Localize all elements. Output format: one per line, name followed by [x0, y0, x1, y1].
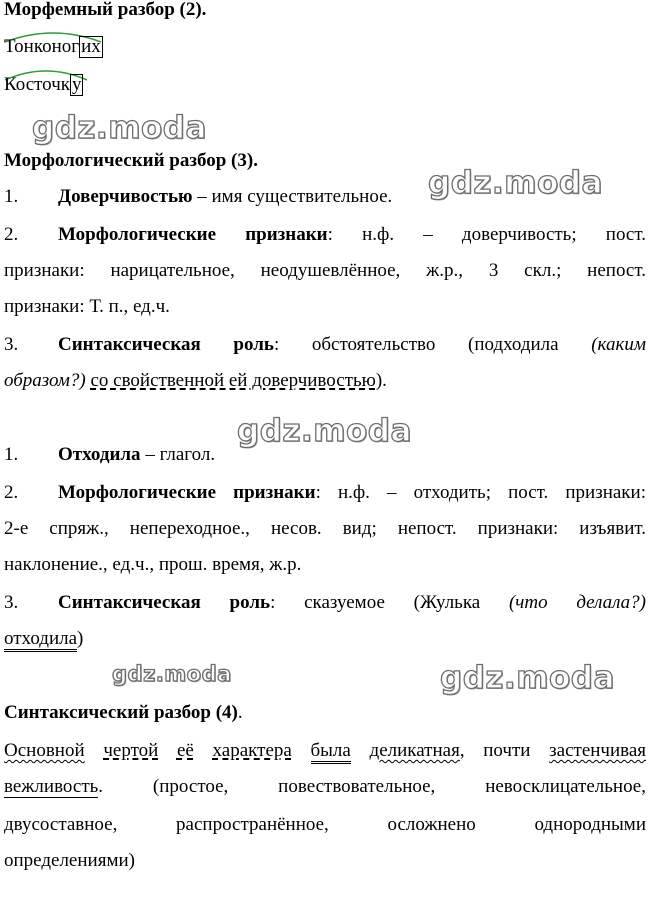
item-number: 1. — [4, 444, 19, 465]
morpheme-word-1 — [4, 34, 646, 60]
sentence-line-2 — [4, 774, 646, 800]
morph-heading: Морфологический разбор (3). — [4, 150, 258, 171]
item-number: 2. — [4, 224, 19, 245]
item-number: 1. — [4, 186, 19, 207]
w2-l2a: : н.ф. – отходить; пост. признаки: — [315, 482, 646, 503]
w1-pos: – имя существительное. — [192, 186, 393, 207]
w2-line-4: наклонение., ед.ч., прош. время, ж.р. — [4, 554, 302, 575]
w2-pos: – глагол. — [140, 444, 216, 465]
w1-line-3: признаки: нарицательное, неодушевлённое, ж.р., 3 скл.; непост. — [4, 260, 646, 281]
morpheme-word-2 — [4, 72, 646, 98]
w1-question: (каким — [591, 334, 646, 355]
word1-ending: их — [81, 36, 101, 57]
char-2: повествовательное, — [278, 776, 436, 797]
word2-root: Косточк — [4, 74, 70, 95]
w2-l3a: : сказуемое (Жулька — [270, 592, 509, 613]
w2-line-1 — [4, 442, 646, 468]
syntax-heading-line — [4, 700, 646, 726]
w1-phrase: со свойственной ей доверчивостью — [90, 370, 376, 391]
w1-line-4: признаки: Т. п., ед.ч. — [4, 296, 170, 317]
period: . — [98, 776, 104, 797]
predicate-part-word: чертой — [103, 740, 159, 761]
w2-line-3: 2-е спряж., непереходное., несов. вид; непост. признаки: изъявит. — [4, 518, 646, 539]
attribute-word: характера — [212, 740, 292, 761]
watermark: gdz.moda — [440, 660, 615, 696]
w1-line-2 — [4, 222, 646, 248]
w1-l3a: : обстоятельство (подходила — [273, 334, 592, 355]
char-5: распространённое, — [176, 814, 329, 835]
word1-root: Тонконог — [4, 36, 80, 57]
attribute-word: деликатная — [369, 740, 460, 761]
plain-words: , почти — [459, 740, 531, 761]
watermark: gdz.moda — [428, 165, 603, 201]
predicate-word: была — [311, 740, 351, 764]
sentence-line-4: определениями) — [4, 850, 135, 871]
morpheme-heading: Морфемный разбор (2). — [4, 0, 207, 20]
watermark: gdz.moda — [32, 110, 207, 146]
w2-predicate: отходила — [4, 628, 77, 652]
word2-ending: у — [71, 74, 82, 95]
char-6: осложнено — [387, 814, 476, 835]
w2-end: ) — [77, 628, 84, 649]
w1-line-1 — [4, 184, 646, 210]
w2-question: (что делала?) — [508, 592, 647, 613]
char-1: (простое, — [152, 776, 229, 797]
watermark: gdz.moda — [112, 662, 232, 686]
item-number: 3. — [4, 334, 19, 355]
w1-line-6 — [4, 368, 646, 394]
w2-line-5 — [4, 590, 646, 616]
attribute-word: Основной — [4, 740, 85, 761]
w1-role: Синтаксическая роль — [58, 334, 274, 355]
w2-label: Морфологические признаки — [58, 482, 316, 503]
item-number: 3. — [4, 592, 19, 613]
char-4: двусоставное, — [4, 814, 118, 835]
w1-l2a: : н.ф. – доверчивость; пост. — [327, 224, 646, 245]
syntax-heading-end: . — [237, 702, 243, 723]
w2-line-6 — [4, 626, 646, 652]
w1-label: Морфологические признаки — [58, 224, 328, 245]
attribute-word: застенчивая — [549, 740, 647, 761]
char-3: невосклицательное, — [485, 776, 646, 797]
w2-word: Отходила — [58, 444, 141, 465]
subject-word: вежливость — [4, 776, 99, 797]
w2-role: Синтаксическая роль — [58, 592, 271, 613]
char-7: однородными — [534, 814, 646, 835]
item-number: 2. — [4, 482, 19, 503]
attribute-word: её — [176, 740, 194, 761]
syntax-heading: Синтаксический разбор (4) — [4, 702, 238, 723]
watermark: gdz.moda — [237, 413, 412, 449]
sentence-line-1 — [4, 738, 646, 764]
w1-question-2: образом?) — [4, 370, 86, 391]
sentence-line-3 — [4, 812, 646, 838]
w1-word: Доверчивостью — [58, 186, 193, 207]
w1-line-5 — [4, 332, 646, 358]
w2-line-2 — [4, 480, 646, 506]
w1-end: ). — [375, 370, 387, 391]
